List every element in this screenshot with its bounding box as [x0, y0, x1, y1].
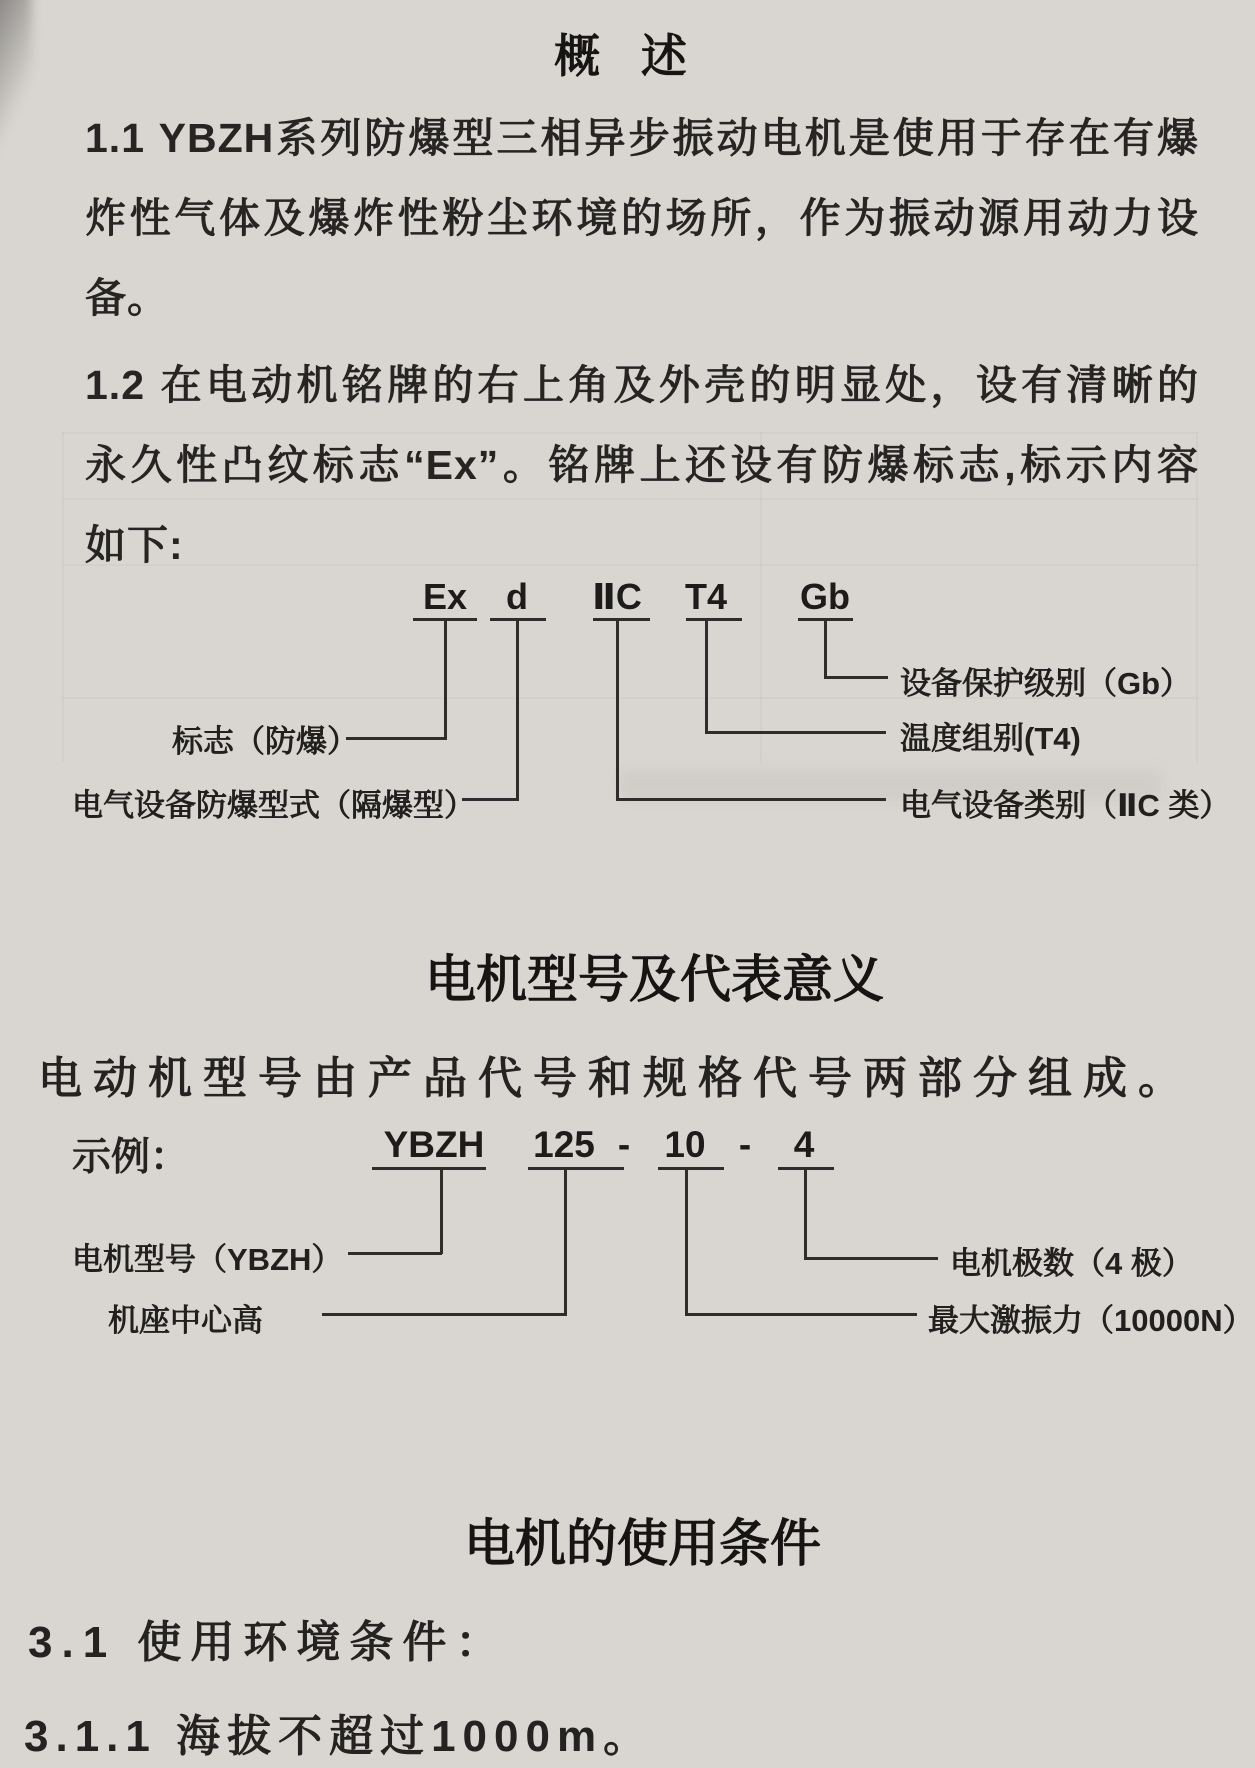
product-connector-vline	[440, 1167, 443, 1254]
ex-mark-term-iic: ⅡC	[592, 576, 642, 617]
frame-label: 机座中心高	[108, 1303, 263, 1338]
code-poles: 4	[793, 1124, 815, 1165]
d-label: 电气设备防爆型式（隔爆型）	[72, 788, 475, 823]
code-dash-2: -	[738, 1124, 752, 1165]
para-1-1-line-2: 炸性气体及爆炸性粉尘环境的场所，作为振动源用动力设	[85, 195, 1199, 241]
iic-connector-hline	[616, 798, 886, 801]
force-connector-hline	[685, 1313, 917, 1316]
para-1-2-line-3: 如下:	[85, 522, 184, 568]
condition-item-3-1-1: 3.1.1 海拔不超过1000m。	[24, 1712, 655, 1761]
gb-label: 设备保护级别（Gb）	[900, 666, 1192, 701]
ex-connector-hline	[346, 737, 447, 740]
para-1-2-line-1: 1.2 在电动机铭牌的右上角及外壳的明显处，设有清晰的	[85, 362, 1199, 408]
iic-label: 电气设备类别（ⅡC 类）	[900, 788, 1231, 823]
code-frame: 125	[533, 1124, 595, 1165]
ex-mark-term-t4: T4	[684, 576, 727, 617]
t4-connector-vline	[705, 618, 708, 734]
t4-underline	[686, 618, 742, 621]
force-label: 最大激振力（10000N）	[928, 1303, 1254, 1338]
iic-connector-vline	[616, 618, 619, 800]
model-section-title: 电机型号及代表意义	[424, 951, 884, 1008]
example-label: 示例：	[72, 1136, 190, 1179]
model-label: 电机型号（YBZH）	[72, 1242, 343, 1277]
conditions-title: 电机的使用条件	[463, 1515, 821, 1572]
gb-connector-vline	[824, 618, 827, 679]
gb-connector-hline	[824, 676, 888, 679]
frame-connector-hline	[322, 1313, 566, 1316]
ex-mark-term-gb: Gb	[800, 576, 850, 617]
frame-underline	[528, 1167, 624, 1170]
code-product: YBZH	[383, 1124, 485, 1165]
code-force: 10	[664, 1124, 706, 1165]
frame-connector-vline	[564, 1167, 567, 1316]
ex-mark-term-d: d	[506, 576, 528, 617]
bleedthrough-line	[62, 432, 64, 763]
poles-connector-hline	[804, 1257, 938, 1260]
para-1-1-line-1: 1.1 YBZH系列防爆型三相异步振动电机是使用于存在有爆	[85, 115, 1199, 161]
t4-label: 温度组别(T4)	[900, 721, 1081, 756]
product-underline	[372, 1167, 486, 1170]
condition-item-3-1: 3.1 使用环境条件：	[28, 1618, 509, 1667]
d-connector-vline	[516, 618, 519, 800]
poles-connector-vline	[804, 1167, 807, 1260]
force-underline	[658, 1167, 724, 1170]
iic-underline	[593, 618, 650, 621]
t4-connector-hline	[705, 731, 886, 734]
overview-title: 概 述	[554, 30, 701, 82]
ex-label: 标志（防爆）	[172, 724, 358, 759]
ex-mark-term-ex: Ex	[422, 576, 468, 617]
poles-label: 电机极数（4 极）	[950, 1246, 1193, 1281]
para-1-2-line-2: 永久性凸纹标志“Ex”。铭牌上还设有防爆标志,标示内容	[85, 442, 1199, 488]
para-1-1-line-3: 备。	[85, 275, 169, 321]
ex-connector-vline	[444, 618, 447, 740]
code-dash-1: -	[617, 1124, 631, 1165]
force-connector-vline	[685, 1167, 688, 1316]
model-intro: 电动机型号由产品代号和规格代号两部分组成。	[38, 1054, 1193, 1103]
product-connector-hline	[348, 1252, 442, 1255]
